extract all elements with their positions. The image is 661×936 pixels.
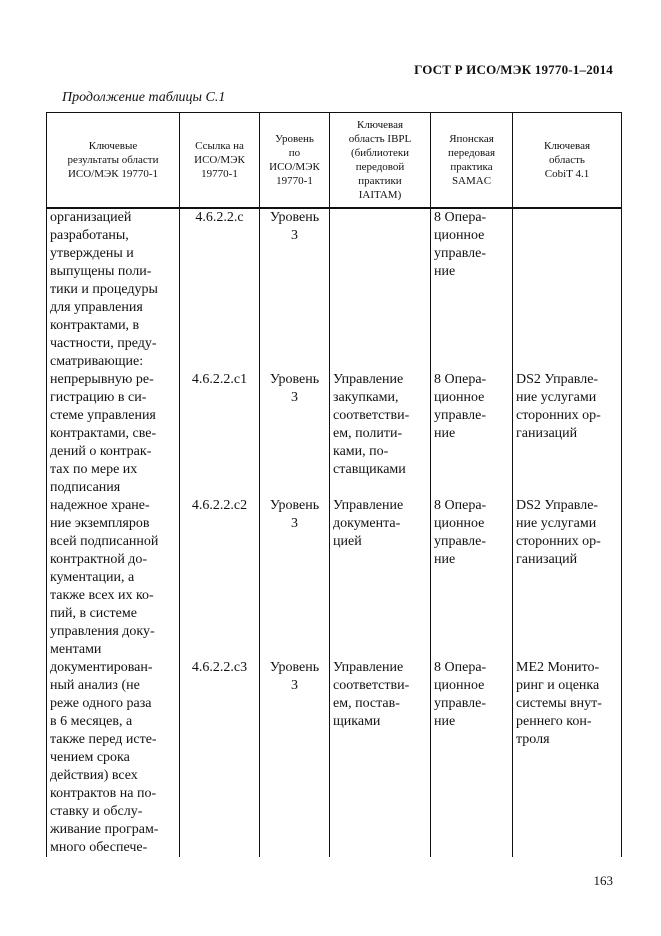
cell-samac: 8 Опера- ционное управле- ние [431, 659, 513, 857]
cell-level: Уровень 3 [260, 208, 330, 371]
cell-ref: 4.6.2.2.c [180, 208, 260, 371]
table-row [47, 371, 622, 497]
table-row [47, 659, 622, 857]
cell-samac: 8 Опера- ционное управле- ние [431, 371, 513, 497]
header-ibpl: Ключевая область IBPL (библиотеки передовой практики IAITAM) [330, 113, 431, 209]
cell-level: Уровень 3 [260, 371, 330, 497]
table-row [47, 208, 622, 371]
table-row [47, 497, 622, 659]
header-samac: Японская передовая практика SAMAC [431, 113, 513, 209]
cell-cobit: DS2 Управле- ние услугами сторонних ор- ганизаций [513, 371, 622, 497]
cell-result: надежное хране- ние экземпляров всей подписанной контрактной до- кументации, а также всех их ко- пий, в системе управления доку- ментами [47, 497, 180, 659]
header-key-results: Ключевые результаты области ИСО/МЭК 19770-1 [47, 113, 180, 209]
cell-cobit: DS2 Управле- ние услугами сторонних ор- ганизаций [513, 497, 622, 659]
cell-ref: 4.6.2.2.c3 [180, 659, 260, 857]
cell-samac: 8 Опера- ционное управле- ние [431, 497, 513, 659]
cell-ibpl: Управление соответстви- ем, постав- щиками [330, 659, 431, 857]
table-header-row [47, 113, 622, 209]
cell-result: документирован- ный анализ (не реже одного раза в 6 месяцев, а также перед исте- чением срока действия) всех контрактов на по- ставку и обслу- живание програм- много обеспече- [47, 659, 180, 857]
cell-ref: 4.6.2.2.c2 [180, 497, 260, 659]
header-level: Уровень по ИСО/МЭК 19770-1 [260, 113, 330, 209]
cell-ibpl: Управление документа- цией [330, 497, 431, 659]
cell-level: Уровень 3 [260, 659, 330, 857]
cell-result: организацией разработаны, утверждены и выпущены поли- тики и процедуры для управления контрактами, в частности, преду- сматривающие: [47, 208, 180, 371]
cell-result: непрерывную ре- гистрацию в си- стеме управления контрактами, све- дений о контрак- тах по мере их подписания [47, 371, 180, 497]
standard-designation: ГОСТ Р ИСО/МЭК 19770-1–2014 [414, 62, 613, 77]
cell-ibpl: Управление закупками, соответстви- ем, полити- ками, по- ставщиками [330, 371, 431, 497]
header-reference: Ссылка на ИСО/МЭК 19770-1 [180, 113, 260, 209]
page-number: 163 [593, 873, 613, 888]
cell-ref: 4.6.2.2.c1 [180, 371, 260, 497]
header-cobit: Ключевая область CobiT 4.1 [513, 113, 622, 209]
cell-ibpl [330, 208, 431, 371]
cell-cobit: ME2 Монито- ринг и оценка системы внут- реннего кон- троля [513, 659, 622, 857]
cell-samac: 8 Опера- ционное управле- ние [431, 208, 513, 371]
cell-cobit [513, 208, 622, 371]
cell-level: Уровень 3 [260, 497, 330, 659]
table-caption: Продолжение таблицы С.1 [62, 90, 226, 105]
comparison-table [46, 112, 622, 857]
